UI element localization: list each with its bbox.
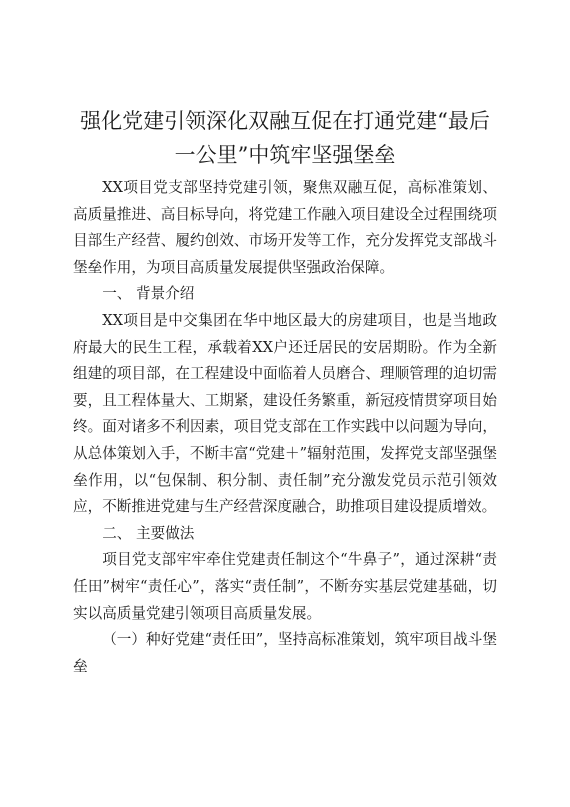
title-line-2: 一公里”中筑牢坚强堡垒 [174,143,396,167]
intro-paragraph: XX项目党支部坚持党建引领，聚焦双融互促，高标准策划、高质量推进、高目标导向，将党建工作融入项目建设全过程围绕项目部生产经营、履约创效、市场开发等工作，充分发挥党支部战斗堡垒作用，为项目高质量发展提供坚强政治保障。 [73,179,497,276]
subsection-heading-1: （一）种好党建“责任田”，坚持高标准策划，筑牢项目战斗堡垒 [73,631,497,675]
main-practices-paragraph: 项目党支部牢牢牵住党建责任制这个“牛鼻子”，通过深耕“责任田”树牢“责任心”，落实“责任制”，不断夯实基层党建基础，切实以高质量党建引领项目高质量发展。 [73,551,497,622]
section-heading-main-practices: 二、 主要做法 [102,524,195,542]
document-page [73,104,497,680]
background-paragraph: XX项目是中交集团在华中地区最大的房建项目，也是当地政府最大的民生工程，承载着XX户还迁居民的安居期盼。作为全新组建的项目部，在工程建设中面临着人员磨合、理顺管理的迫切需要，且工程体量大、工期紧，建设任务繁重，新冠疫情贯穿项目始终。面对诸多不利因素，项目党支部在工作实践中以问题为导向，从总体策划入手，不断丰富“党建＋”辐射范围，发挥党支部坚强堡垒作用，以“包保制、积分制、责任制”充分激发党员示范引领效应，不断推进党建与生产经营深度融合，助推项目建设提质增效。 [73,311,497,516]
document-title [73,104,497,172]
document-body [73,175,497,680]
title-line-1: 强化党建引领深化双融互促在打通党建“最后 [80,109,490,133]
section-heading-background: 一、 背景介绍 [102,285,195,303]
